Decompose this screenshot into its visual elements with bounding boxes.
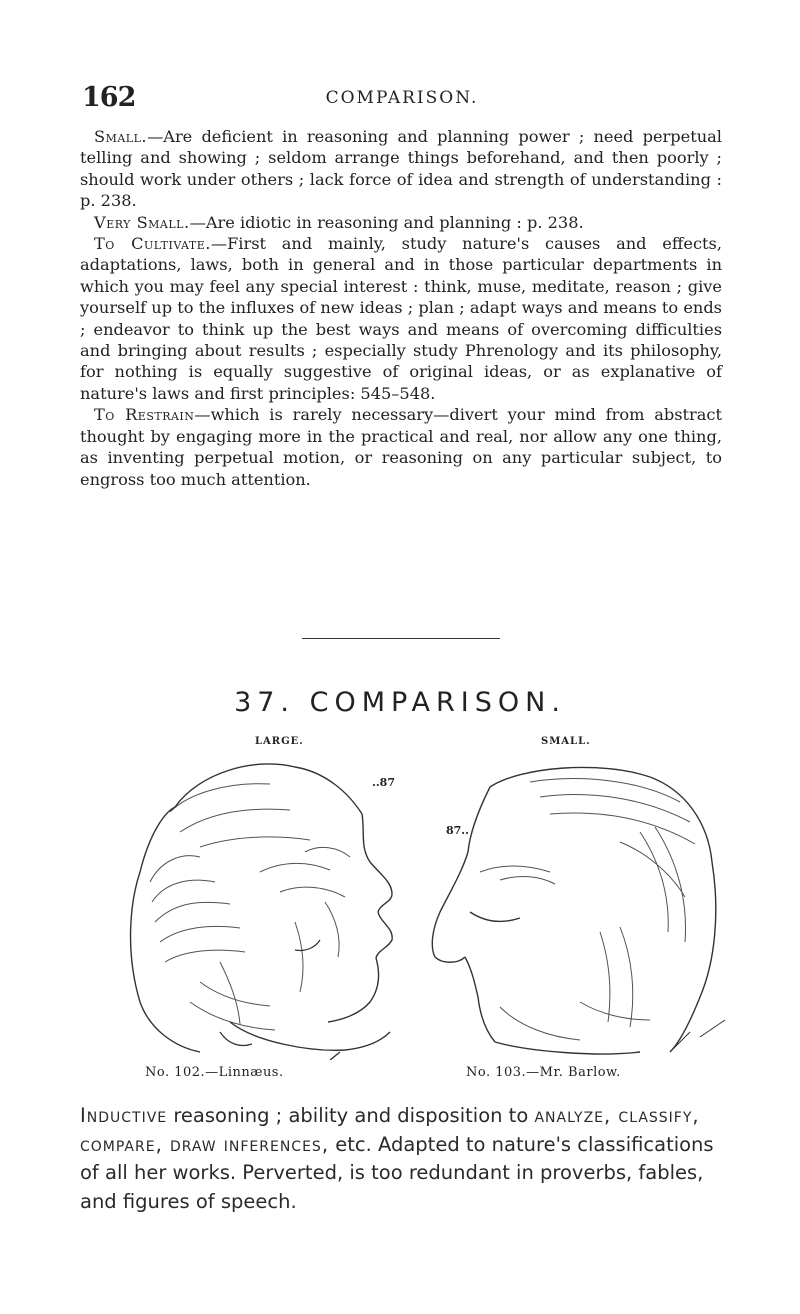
comparison-definition (80, 1102, 722, 1216)
small-label: Small. (94, 127, 148, 146)
section-divider (302, 638, 500, 639)
page-header (82, 82, 722, 116)
page-number: 162 (82, 82, 136, 113)
definition-part4: etc. Adapted to nature's classifications of all her works. Perverted, is too redundant in proverbs, fables, and figures of speech. (80, 1132, 714, 1213)
definition-part3: analyze, classify, compare, draw inferences, (80, 1104, 700, 1156)
small-text: —Are deficient in reasoning and planning power ; need perpetual telling and showing ; seldom arrange things beforehand, and then poorly ; should work under others ; lack force of idea and strength of understanding : p. 238. (80, 127, 722, 211)
body-text (80, 126, 722, 490)
marker-right: 87.. (446, 824, 469, 837)
restrain-text: —which is rarely necessary—divert your mind from abstract thought by engaging more in the practical and real, nor allow any one thing, as inventing perpetual motion, or reasoning on any particular subject, to engross too much attention. (80, 405, 722, 489)
caption-barlow: No. 103.—Mr. Barlow. (466, 1065, 621, 1080)
portrait-engravings (80, 752, 740, 1060)
marker-left: ..87 (372, 776, 395, 789)
label-small: SMALL. (541, 736, 591, 747)
cultivate-label: To Cultivate. (94, 234, 211, 254)
definition-part1: Inductive (80, 1104, 168, 1127)
paragraph-restrain (80, 404, 722, 490)
very-small-label: Very Small. (94, 212, 190, 232)
paragraph-small (80, 126, 722, 212)
caption-linnaeus: No. 102.—Linnæus. (145, 1065, 284, 1080)
label-large: LARGE. (255, 736, 304, 747)
very-small-text: —Are idiotic in reasoning and planning : p. 238. (189, 212, 584, 232)
paragraph-very-small (80, 212, 722, 233)
linnaeus-portrait (131, 764, 393, 1060)
paragraph-cultivate (80, 233, 722, 404)
section-title: 37. COMPARISON. (234, 687, 566, 718)
barlow-portrait (432, 767, 725, 1054)
cultivate-text: —First and mainly, study nature's causes and effects, adaptations, laws, both in general and in those particular departments in which you may feel any special interest : think, muse, meditate, reason ; give yourself up to the influxes of new ideas ; plan ; adapt ways and means to ends ; endeavor to think up the best ways and means of overcoming difficulties and bringing about results ; especially study Phrenology and its philosophy, for nothing is equally suggestive of original ideas, or as explanative of nature's laws and first principles: 545–548. (80, 234, 722, 403)
running-title: COMPARISON. (325, 88, 479, 108)
restrain-label: To Restrain (94, 405, 195, 425)
definition-part2: reasoning ; ability and disposition to (167, 1104, 535, 1127)
comparison-figure (80, 752, 740, 1060)
